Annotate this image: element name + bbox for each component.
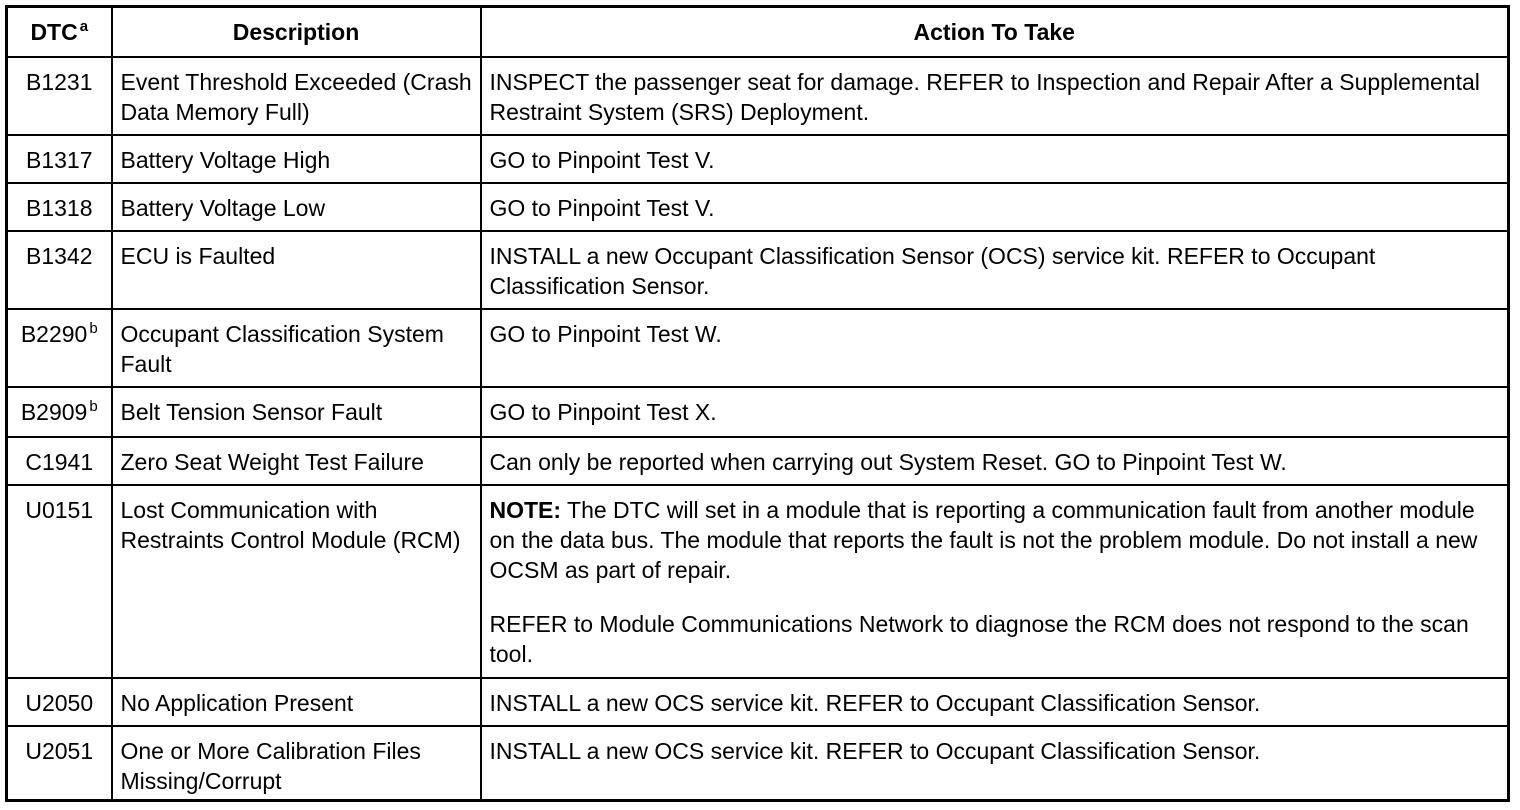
action-cell bbox=[481, 387, 1509, 437]
dtc-footnote-marker: b bbox=[89, 398, 98, 415]
action-text bbox=[490, 447, 1500, 477]
dtc-code: U2051 bbox=[25, 738, 94, 764]
dtc-code-cell bbox=[7, 387, 112, 437]
action-cell bbox=[481, 231, 1509, 309]
dtc-code-cell bbox=[7, 485, 112, 678]
description-cell: No Application Present bbox=[112, 678, 481, 726]
table-row bbox=[7, 183, 1509, 231]
action-text bbox=[490, 397, 1500, 427]
action-text bbox=[490, 736, 1500, 766]
dtc-code: U2050 bbox=[25, 690, 94, 716]
action-cell bbox=[481, 485, 1509, 678]
action-text bbox=[490, 241, 1500, 301]
dtc-code: B1231 bbox=[25, 69, 93, 95]
action-body: INSTALL a new OCS service kit. REFER to Occupant Classification Sensor. bbox=[489, 738, 1261, 764]
description-cell: Battery Voltage High bbox=[112, 135, 481, 183]
dtc-code: B2290 bbox=[20, 321, 88, 347]
dtc-code: B1342 bbox=[25, 243, 93, 269]
table-row bbox=[7, 309, 1509, 387]
note-label: NOTE: bbox=[489, 497, 562, 523]
description-cell: One or More Calibration Files Missing/Corrupt bbox=[112, 726, 481, 800]
action-body: GO to Pinpoint Test X. bbox=[489, 399, 717, 425]
dtc-code-cell bbox=[7, 678, 112, 726]
action-cell bbox=[481, 135, 1509, 183]
dtc-code-cell bbox=[7, 437, 112, 485]
description-cell: Lost Communication with Restraints Control Module (RCM) bbox=[112, 485, 481, 678]
table-row bbox=[7, 437, 1509, 485]
action-cell bbox=[481, 678, 1509, 726]
dtc-table bbox=[5, 5, 1510, 802]
action-cell bbox=[481, 309, 1509, 387]
action-body: GO to Pinpoint Test V. bbox=[489, 147, 715, 173]
action-body: INSTALL a new Occupant Classification Sensor (OCS) service kit. REFER to Occupant Classification Sensor. bbox=[489, 243, 1376, 299]
action-text bbox=[490, 495, 1500, 585]
description-cell: Zero Seat Weight Test Failure bbox=[112, 437, 481, 485]
description-cell: Belt Tension Sensor Fault bbox=[112, 387, 481, 437]
dtc-code: B1318 bbox=[25, 195, 93, 221]
action-cell bbox=[481, 183, 1509, 231]
action-text bbox=[490, 67, 1500, 127]
action-body: GO to Pinpoint Test V. bbox=[489, 195, 715, 221]
dtc-code-cell bbox=[7, 183, 112, 231]
action-body: INSTALL a new OCS service kit. REFER to Occupant Classification Sensor. bbox=[489, 690, 1261, 716]
action-body: GO to Pinpoint Test W. bbox=[489, 321, 722, 347]
dtc-code: B1317 bbox=[25, 147, 93, 173]
dtc-header-footnote: a bbox=[79, 18, 89, 35]
dtc-code: U0151 bbox=[25, 497, 94, 523]
action-text bbox=[490, 319, 1500, 349]
action-body: INSPECT the passenger seat for damage. REFER to Inspection and Repair After a Supplemental Restraint System (SRS) Deployment. bbox=[489, 69, 1480, 125]
action-cell bbox=[481, 57, 1509, 135]
action-text bbox=[490, 193, 1500, 223]
dtc-code-cell bbox=[7, 726, 112, 800]
dtc-footnote-marker: b bbox=[89, 320, 98, 337]
dtc-code-cell bbox=[7, 231, 112, 309]
table-row bbox=[7, 57, 1509, 135]
action-body: Can only be reported when carrying out System Reset. GO to Pinpoint Test W. bbox=[489, 449, 1287, 475]
table-row bbox=[7, 726, 1509, 800]
description-cell: Battery Voltage Low bbox=[112, 183, 481, 231]
action-cell bbox=[481, 437, 1509, 485]
dtc-code: C1941 bbox=[25, 449, 94, 475]
dtc-code-cell bbox=[7, 57, 112, 135]
table-row bbox=[7, 231, 1509, 309]
dtc-column-header: DTC $^a$ bbox=[7, 7, 112, 58]
action-column-header: Action To Take bbox=[481, 7, 1509, 58]
description-column-header: Description bbox=[112, 7, 481, 58]
description-cell: ECU is Faulted bbox=[112, 231, 481, 309]
action-extra-text: REFER to Module Communications Network to diagnose the RCM does not respond to the scan tool. bbox=[489, 611, 1469, 667]
table-row bbox=[7, 485, 1509, 678]
action-body: The DTC will set in a module that is reporting a communication fault from another module on the data bus. The module that reports the fault is not the problem module. Do not install a new OCSM as part of repair. bbox=[489, 497, 1478, 583]
description-cell: Event Threshold Exceeded (Crash Data Memory Full) bbox=[112, 57, 481, 135]
action-text bbox=[490, 688, 1500, 718]
dtc-code-cell bbox=[7, 309, 112, 387]
action-cell bbox=[481, 726, 1509, 800]
dtc-code-cell bbox=[7, 135, 112, 183]
table-row bbox=[7, 135, 1509, 183]
dtc-code: B2909 bbox=[20, 399, 88, 425]
description-cell: Occupant Classification System Fault bbox=[112, 309, 481, 387]
header-row bbox=[7, 7, 1509, 58]
table-row bbox=[7, 387, 1509, 437]
action-text bbox=[490, 145, 1500, 175]
table-row bbox=[7, 678, 1509, 726]
